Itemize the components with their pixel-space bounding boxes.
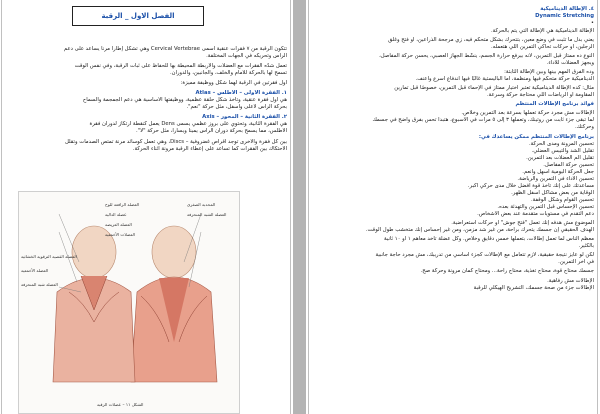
text-line: معظم الناس لما تعمل إطالات، بتعملها خمس دقايق وخلاص. وكل عضلة تاخد معاهم ١ أو ١٠ ثانية <box>384 236 594 242</box>
figure-label: العضلة الرافعة للوح <box>105 202 140 207</box>
text-line: لما تبقى جزء ثابت من روتينك، وتعملها ٣ إلى ٥ مرات في الأسبوع، هتبدأ تحس بفرق واضح في جسمك <box>372 117 594 123</box>
figure-caption: الشكل ١١ – عضلات الرقبة <box>97 402 144 407</box>
figure-label: عضلة الدالية <box>105 212 127 217</box>
figure-label: العضلات الأخمعية <box>105 232 135 237</box>
text-line: المقاومة أو الرياضات اللي محتاجة حركة وسرعة. <box>486 92 594 98</box>
page-margin-line <box>308 0 309 414</box>
figure-label: المحدبة الصغرى <box>187 202 216 207</box>
text-line: مساعدتك على إنك تأخذ قوة أفضل خلال مدى حركي أكبر. <box>467 183 594 189</box>
text-line: الموضوع مش هدفه إنك تعمل "فتح جوش" أو حركات استعراضية. <box>451 220 594 226</box>
text-line: الإطالات مش مجرد حركة تعملها بسرعة بعد التمرين وخلاص. <box>461 110 594 116</box>
text-line: الاحتكاك بين الفقرات كما تساعد على إعطاء الرقبة مرونة أثناء الحركة. <box>132 146 287 152</box>
text-line: • <box>590 20 594 26</box>
text-line: تحسين حركة المفاصل. <box>543 162 594 168</box>
text-line: تحسين الإحساس قبل التمرين والتهدئة بعده. <box>497 204 594 210</box>
text-line: وحركتك. <box>574 124 594 130</box>
text-line: تسمح لها بالحركة للأمام والخلف، والجانبين، والدوران. <box>169 70 287 76</box>
figure-label: العضلة شبه المنحرفة <box>21 282 58 287</box>
text-line: دعم التقدم في مستويات متقدمة عند بعض الأشخاص. <box>477 211 594 217</box>
text-line: أول فقرتين في الرقبة لهما شكل ووظيفة مميزة: <box>180 80 287 86</box>
page-margin-line <box>290 0 291 414</box>
figure-label: العضلة العريضة <box>105 222 132 227</box>
text-line: ٢. الفقرة الثانية – المحور – Axis <box>202 114 287 120</box>
text-line: يعني بدل ما تثبت في وضع معين، بتتحرك بشكل متحكم فيه، زي مرجحة الذراعين، أو فتح وغلق <box>388 37 594 43</box>
text-line: Dynamic Stretching <box>535 13 594 19</box>
text-line: الإطالات مش رفاهية. <box>547 278 594 284</box>
neck-muscles-figure <box>18 191 240 414</box>
text-line: الإطالات جزء من صحة جسمك، التشريح الهيكلي للرقبة <box>473 285 594 291</box>
text-line: هي الفقرة الثانية، وتحتوي على بروز عظمي يسمى Dens يعمل كنقطة ارتكاز لدوران فقرة <box>89 121 287 127</box>
text-line: الرجلين، أو حركات تحاكي التمرين اللي هتعمله. <box>491 44 594 50</box>
text-line: تحسين المرونة ومدى الحركة. <box>528 141 594 147</box>
text-line: بالكثير. <box>578 243 594 249</box>
document-page-right <box>306 0 600 414</box>
document-page-left <box>0 0 293 414</box>
text-line: في آخر التمرين. <box>558 259 594 265</box>
text-line: تحسين القوام وشكل الوقفة. <box>530 197 594 203</box>
text-line: الديناميكية حركة متحكم فيها ومنظمة، أما الباليستية غالبًا فيها اندفاع أسرع وأعنف. <box>415 76 594 82</box>
text-line: تعمل شدّه الفقرات مع العضلات والأربطة المحيطة بها للحفاظ على ثبات الرقبة، وفي نفس الوقت <box>74 63 287 69</box>
chapter-title: الفصل الاول _ الرقبة <box>72 6 204 26</box>
text-line: جسمك محتاج قوة، محتاج تغذية، محتاج راحة... ومحتاج كمان مرونة وحركة صح. <box>420 268 594 274</box>
text-line: تتكون الرقبة من ٧ فقرات عنقية أسمى Cervical Vertebrae وهي تشكّل إطاراً مرناً يساعد على دعم <box>63 46 287 52</box>
text-line: تحسين الأداء في التمرين والرياضة. <box>517 176 594 182</box>
text-line: بين كل فقرة والأخرى توجد أقراص غضروفية – Discs، وهي تعمل كوسائد مرنة تمتص الصدمات وتقلل <box>65 139 287 145</box>
text-line: وده الفرق المهم بينها وبين الإطالة الثابتة: <box>504 69 594 75</box>
figure-label: العضلة الشبه المنحرفة <box>187 212 227 217</box>
text-line: الرأس وتحريكه في الجهات المختلفة. <box>206 53 287 59</box>
page-margin-line <box>597 0 598 414</box>
page-margin-line <box>1 0 2 414</box>
figure-label: العضلة القصية الترقوية الخشائية <box>21 254 77 259</box>
text-line: الأطلس، مما يسمح بحركة دوران الرأس يميناً ويساراً، مثل حركة "لا". <box>136 128 287 134</box>
text-line: مثال: كده الإطالة الديناميكية تعتبر اختيار ممتاز في الإحماء قبل التمرين، خصوصًا قبل تمارين <box>394 85 594 91</box>
text-line: الهدف الحقيقي إن جسمك يتحرك براحة، من غير شد مزمن، ومن غير إحساس إنك متخشب طول الوقت. <box>365 227 594 233</box>
text-line: بحركة الرأس لأعلى وأسفل، مثل حركة "نعم". <box>186 104 287 110</box>
text-line: ١. الفقرة الأولى – الأطلس – Atlas <box>195 90 287 96</box>
text-line: ٤. الإطالة الديناميكية <box>540 6 594 12</box>
text-line: الوقاية من بعض مشاكل أسفل الظهر. <box>511 190 594 196</box>
text-line: الإطالة الديناميكية هي الإطالة التي يتم بالحركة. <box>491 28 594 34</box>
text-line: لكن لو عايز نتيجة حقيقية، لازم تتعامل مع الإطالات كجزء أساسي من تدريبك، مش مجرد حاجة جانبية <box>375 252 594 258</box>
text-line: فوائد برنامج الإطالات المنتظم <box>515 101 594 107</box>
figure-label: العضلة الأخمعية <box>21 268 49 273</box>
text-line: ويجهز العضلات للأداء. <box>546 60 594 66</box>
text-line: النوع ده ممتاز قبل التمرين، لأنه بيرفع حرارة الجسم، ينشّط الجهاز العصبي، يحسن حركة المفاصل، <box>379 53 594 59</box>
text-line: جعل الحركة اليومية أسهل وأنعم. <box>522 169 594 175</box>
text-line: هي أول فقرة عنقية، وتأخذ شكل حلقة عظمية، ووظيفتها الأساسية هي دعم الجمجمة والسماح <box>82 97 287 103</box>
text-line: برنامج الإطالات المنتظم ممكن يساعدك في: <box>478 134 594 140</box>
text-line: تقليل ألم العضلات بعد التمرين. <box>526 155 594 161</box>
text-line: تقليل الشد والتيبس العضلي. <box>531 148 594 154</box>
